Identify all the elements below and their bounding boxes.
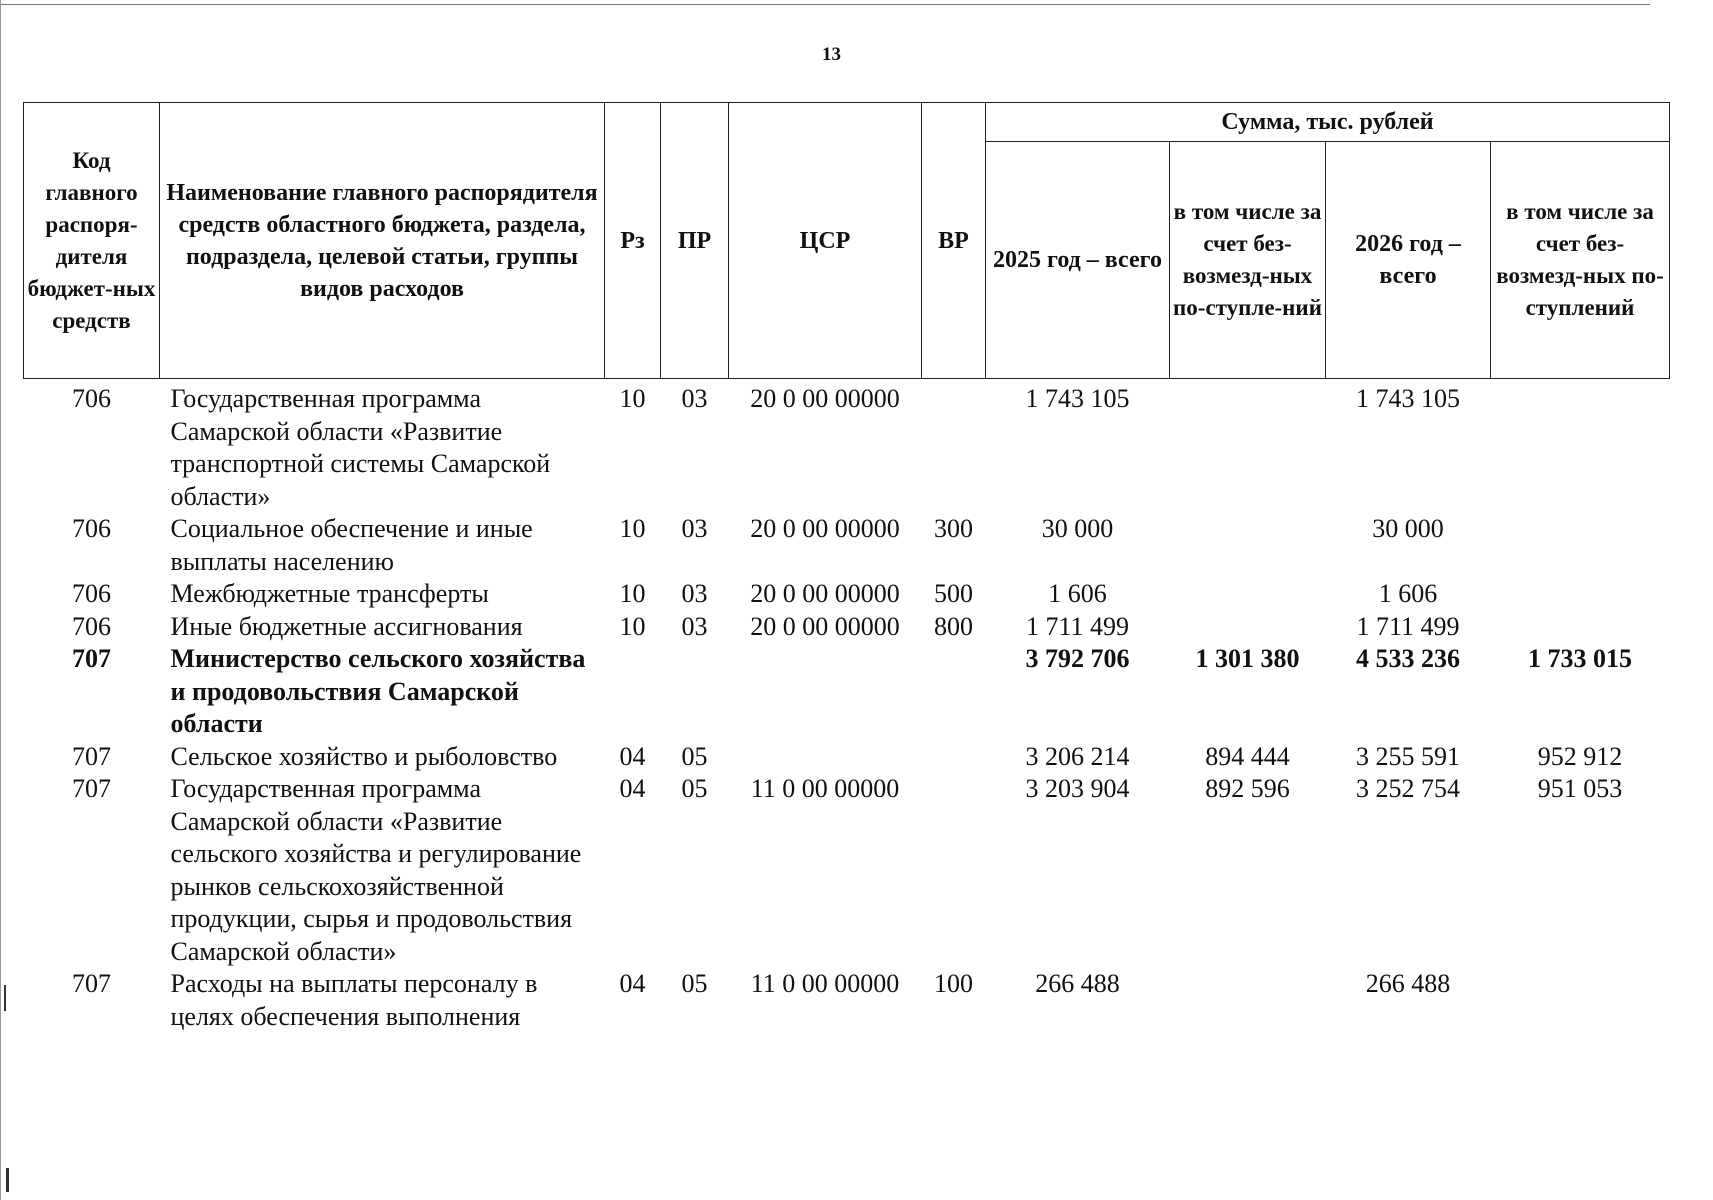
header-2026-grants: в том числе за счет без-возмезд-ных по-ступлений: [1491, 142, 1670, 379]
cell-code: 706: [72, 611, 111, 641]
cell-csr: [729, 741, 922, 774]
header-sum: Сумма, тыс. рублей: [986, 103, 1670, 142]
cell-2025-total: 3 206 214: [1025, 741, 1130, 771]
header-2025-total: 2025 год – всего: [986, 142, 1170, 379]
header-2025-grants: в том числе за счет без-возмезд-ных по-ступле-ний: [1170, 142, 1326, 379]
cell-name: Иные бюджетные ассигнования: [170, 611, 523, 641]
table-row: [24, 578, 1670, 611]
cell-pr: 03: [681, 611, 708, 641]
cell-2025-grants: 1 301 380: [1195, 644, 1300, 673]
cell-2025-grants: [1170, 513, 1326, 578]
cell-2025-grants: [1170, 968, 1326, 1033]
cell-rz: 04: [619, 741, 646, 771]
cell-2025-total: 3 792 706: [1025, 644, 1130, 673]
scan-mark: [4, 985, 6, 1011]
table-row: [24, 968, 1670, 1033]
cell-2025-total: 1 743 105: [1025, 384, 1130, 413]
cell-2025-grants: [1170, 379, 1326, 514]
cell-2026-total: 1 743 105: [1356, 384, 1460, 413]
cell-2026-total: 4 533 236: [1356, 644, 1460, 673]
table-body: [24, 379, 1670, 1034]
cell-rz: 04: [619, 774, 646, 803]
page-number: 13: [822, 44, 841, 65]
header-name: Наименование главного распорядителя средств областного бюджета, раздела, подраздела, целевой статьи, группы видов расходов: [160, 103, 605, 379]
cell-2025-total: 1 711 499: [1025, 611, 1130, 641]
cell-2025-total: 3 203 904: [1025, 774, 1130, 803]
cell-vr: [922, 643, 986, 741]
header-pr: ПР: [661, 103, 729, 379]
cell-vr: 300: [934, 514, 973, 543]
cell-code: 707: [72, 774, 111, 803]
cell-2026-total: 1 606: [1378, 579, 1438, 608]
cell-code: 706: [72, 514, 111, 543]
cell-name: Социальное обеспечение и иные выплаты населению: [170, 514, 533, 576]
table-row: [24, 379, 1670, 514]
cell-csr: [729, 643, 922, 741]
cell-2026-total: 30 000: [1372, 514, 1444, 543]
top-rule: [0, 4, 1650, 5]
cell-2025-total: 266 488: [1035, 969, 1120, 998]
cell-2025-grants: [1170, 578, 1326, 611]
cell-2026-total: 1 711 499: [1356, 611, 1460, 641]
cell-2025-total: 1 606: [1048, 579, 1107, 608]
cell-csr: 11 0 00 00000: [750, 774, 900, 803]
table-row: [24, 611, 1670, 644]
table-row: [24, 741, 1670, 774]
header-2026-total: 2026 год – всего: [1326, 142, 1491, 379]
cell-2026-grants: [1491, 578, 1670, 611]
cell-rz: 10: [619, 579, 646, 608]
header-code: Код главного распоря-дителя бюджет-ных средств: [24, 103, 160, 379]
cell-2025-grants: [1170, 611, 1326, 644]
cell-name: Государственная программа Самарской области «Развитие сельского хозяйства и регулирование рынков сельскохозяйственной продукции, сырья и продовольствия Самарской области»: [170, 774, 582, 966]
cell-rz: 10: [619, 514, 646, 543]
header-csr: ЦСР: [729, 103, 922, 379]
cell-csr: 11 0 00 00000: [750, 969, 900, 998]
table-row: [24, 773, 1670, 968]
cell-pr: 05: [681, 774, 708, 803]
cell-2026-grants: [1491, 611, 1670, 644]
cell-code: 707: [72, 969, 111, 998]
cell-vr: 500: [934, 579, 973, 608]
cell-code: 707: [72, 741, 111, 771]
cell-pr: [661, 643, 729, 741]
cell-name: Министерство сельского хозяйства и продовольствия Самарской области: [170, 644, 586, 738]
cell-name: Межбюджетные трансферты: [170, 579, 489, 608]
cell-vr: [922, 379, 986, 514]
cell-2026-grants: 1 733 015: [1528, 644, 1632, 673]
cell-code: 707: [72, 644, 111, 673]
cell-csr: 20 0 00 00000: [750, 514, 900, 543]
cell-2026-total: 3 255 591: [1356, 741, 1460, 771]
table-row: [24, 513, 1670, 578]
cell-pr: 03: [681, 514, 708, 543]
cell-csr: 20 0 00 00000: [750, 384, 900, 413]
cell-csr: 20 0 00 00000: [750, 579, 900, 608]
cell-vr: [922, 773, 986, 968]
scan-mark: [0, 0, 1, 1200]
cell-pr: 03: [681, 384, 708, 413]
cell-name: Расходы на выплаты персоналу в целях обеспечения выполнения: [170, 969, 538, 1031]
header-vr: ВР: [922, 103, 986, 379]
cell-code: 706: [72, 384, 111, 413]
cell-name: Государственная программа Самарской области «Развитие транспортной системы Самарской области»: [170, 384, 551, 511]
cell-code: 706: [72, 579, 111, 608]
cell-rz: 10: [619, 611, 646, 641]
cell-2026-total: 266 488: [1365, 969, 1451, 998]
cell-vr: 100: [934, 969, 973, 998]
cell-pr: 03: [681, 579, 708, 608]
cell-rz: 04: [619, 969, 646, 998]
cell-pr: 05: [681, 969, 708, 998]
cell-pr: 05: [681, 741, 708, 771]
cell-2026-grants: 951 053: [1537, 774, 1623, 803]
cell-2026-total: 3 252 754: [1356, 774, 1460, 803]
cell-rz: [605, 643, 661, 741]
cell-csr: 20 0 00 00000: [750, 611, 900, 641]
cell-vr: [922, 741, 986, 774]
budget-table: [23, 102, 1670, 1033]
table-row: [24, 643, 1670, 741]
cell-2026-grants: [1491, 379, 1670, 514]
header-rz: Рз: [605, 103, 661, 379]
cell-2026-grants: 952 912: [1537, 741, 1623, 771]
cell-2025-grants: 892 596: [1205, 774, 1290, 803]
cell-rz: 10: [619, 384, 646, 413]
cell-2026-grants: [1491, 968, 1670, 1033]
cell-vr: 800: [934, 611, 973, 641]
scan-mark: [6, 1168, 9, 1192]
cell-2025-total: 30 000: [1041, 514, 1114, 543]
cell-name: Сельское хозяйство и рыболовство: [170, 741, 558, 771]
cell-2025-grants: 894 444: [1205, 741, 1290, 771]
cell-2026-grants: [1491, 513, 1670, 578]
